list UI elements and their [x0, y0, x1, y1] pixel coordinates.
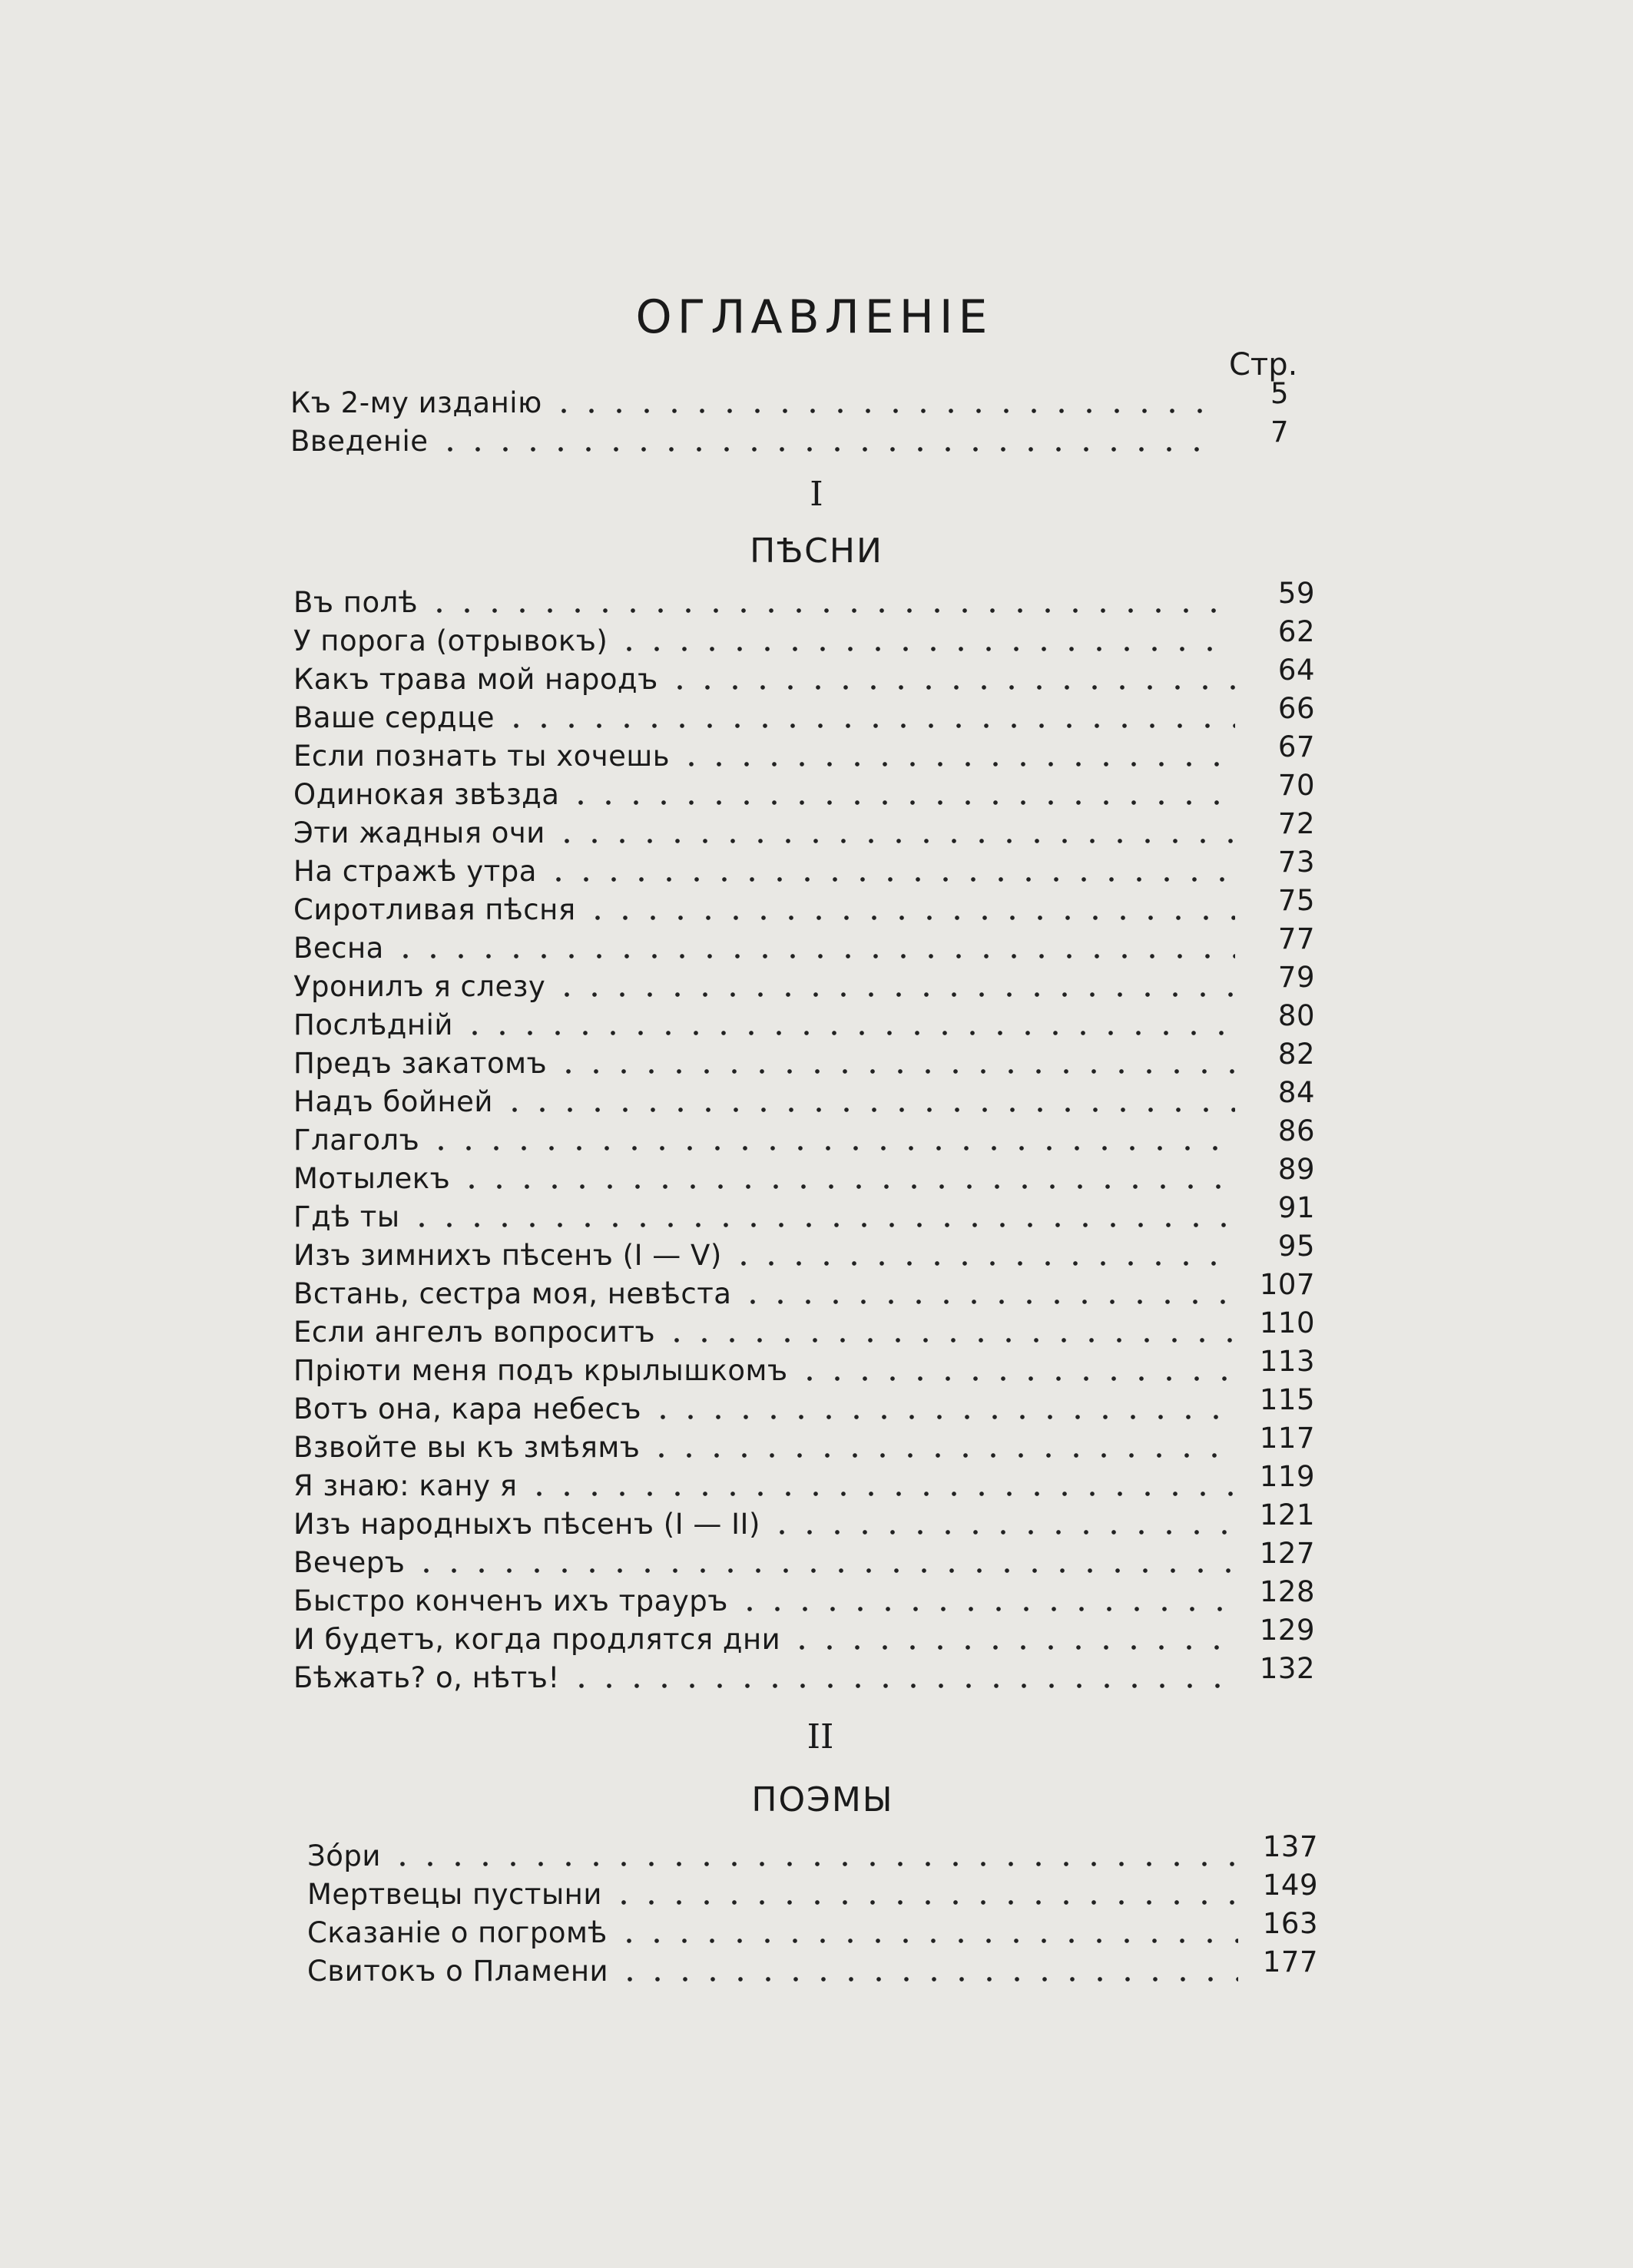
dot-leader	[666, 684, 1235, 691]
toc-entry	[307, 1830, 1318, 1876]
toc-entry-page: 95	[1277, 1230, 1315, 1263]
dot-leader	[412, 1567, 1235, 1574]
dot-leader	[649, 1413, 1235, 1421]
toc-entry-page: 107	[1259, 1268, 1315, 1301]
section-1-heading: ПѢСНИ	[750, 531, 883, 571]
dot-leader	[615, 645, 1235, 653]
toc-entry-page: 86	[1277, 1114, 1315, 1147]
toc-entry-title: Ваше сердце	[293, 701, 495, 734]
toc-entry	[307, 1907, 1318, 1952]
toc-entry-page: 70	[1277, 769, 1315, 802]
toc-entry-page: 117	[1259, 1422, 1315, 1455]
dot-leader	[436, 445, 1209, 453]
toc-entry	[293, 884, 1315, 929]
toc-entry-page: 77	[1277, 922, 1315, 955]
dot-leader	[545, 876, 1235, 883]
dot-leader	[739, 1298, 1235, 1306]
toc-entry-title: Если ангелъ вопроситъ	[293, 1316, 656, 1349]
toc-entry-title: Зóри	[307, 1839, 381, 1872]
toc-entry	[290, 377, 1289, 422]
toc-entry-title: Взвойте вы къ змѣямъ	[293, 1431, 641, 1464]
toc-entry-page: 62	[1277, 615, 1315, 648]
toc-entry	[293, 1383, 1315, 1429]
toc-entry-page: 149	[1262, 1869, 1318, 1902]
intro-entries	[290, 377, 1289, 461]
section-2-heading: ПОЭМЫ	[751, 1780, 894, 1819]
toc-entry-page: 82	[1277, 1038, 1315, 1071]
toc-entry-page: 5	[1270, 377, 1289, 410]
toc-entry	[293, 577, 1315, 622]
toc-entry-title: Я знаю: кану я	[293, 1469, 518, 1502]
toc-entry-title: Одинокая звѣзда	[293, 778, 560, 811]
toc-entry	[293, 1537, 1315, 1582]
dot-leader	[501, 1106, 1235, 1114]
dot-leader	[796, 1375, 1235, 1382]
toc-entry-page: 115	[1259, 1383, 1315, 1416]
toc-entry	[293, 1268, 1315, 1313]
toc-entry	[293, 1345, 1315, 1390]
toc-entry-page: 89	[1277, 1153, 1315, 1186]
toc-entry-title: У порога (отрывокъ)	[293, 624, 608, 657]
dot-leader	[648, 1452, 1235, 1459]
toc-entry-title: Быстро конченъ ихъ трауръ	[293, 1584, 728, 1617]
toc-entry	[293, 807, 1315, 853]
dot-leader	[461, 1029, 1235, 1037]
dot-leader	[555, 1068, 1235, 1075]
dot-leader	[610, 1899, 1238, 1906]
toc-entry-title: Свитокъ о Пламени	[307, 1955, 609, 1988]
toc-entry-page: 113	[1259, 1345, 1315, 1378]
toc-entry-title: Эти жадныя очи	[293, 816, 545, 849]
toc-entry-page: 127	[1259, 1537, 1315, 1570]
toc-entry-page: 66	[1277, 692, 1315, 725]
toc-entry-title: И будетъ, когда продлятся дни	[293, 1623, 781, 1656]
toc-entry-page: 72	[1277, 807, 1315, 840]
toc-entry	[293, 846, 1315, 891]
toc-entry-page: 137	[1262, 1830, 1318, 1863]
toc-entry	[293, 961, 1315, 1006]
toc-entry	[307, 1945, 1318, 1991]
dot-leader	[502, 722, 1235, 730]
toc-entry	[293, 999, 1315, 1045]
dot-leader	[567, 799, 1235, 806]
dot-leader	[568, 1682, 1235, 1690]
section-2-numeral: II	[807, 1717, 834, 1756]
toc-entry	[293, 615, 1315, 661]
toc-entry-title: Глаголъ	[293, 1124, 420, 1157]
toc-entry-page: 91	[1277, 1191, 1315, 1224]
toc-entry	[293, 1230, 1315, 1275]
toc-entry-page: 121	[1259, 1498, 1315, 1531]
toc-entry-page: 129	[1259, 1614, 1315, 1647]
toc-entry-title: Уронилъ я слезу	[293, 970, 546, 1003]
toc-entry-title: Вотъ она, кара небесъ	[293, 1392, 641, 1425]
toc-entry-title: Сиротливая пѣсня	[293, 893, 576, 926]
toc-entry	[293, 1652, 1315, 1697]
dot-leader	[730, 1260, 1235, 1267]
toc-entry-page: 110	[1259, 1306, 1315, 1339]
dot-leader	[525, 1490, 1235, 1498]
dot-leader	[553, 991, 1235, 998]
dot-leader	[736, 1605, 1235, 1613]
toc-entry	[293, 922, 1315, 968]
toc-entry	[293, 1498, 1315, 1544]
toc-entry-page: 79	[1277, 961, 1315, 994]
dot-leader	[427, 1144, 1235, 1152]
toc-entry	[290, 416, 1289, 461]
toc-entry	[293, 654, 1315, 699]
dot-leader	[788, 1644, 1235, 1651]
dot-leader	[768, 1528, 1235, 1536]
toc-entry-page: 119	[1259, 1460, 1315, 1493]
toc-entry-title: Въ полѣ	[293, 586, 419, 619]
dot-leader	[426, 607, 1235, 614]
dot-leader	[615, 1937, 1238, 1945]
toc-entry-page: 73	[1277, 846, 1315, 879]
toc-entry-title: Мертвецы пустыни	[307, 1878, 602, 1911]
toc-entry	[293, 1422, 1315, 1467]
toc-entry-page: 84	[1277, 1076, 1315, 1109]
toc-entry-page: 177	[1262, 1945, 1318, 1978]
page-column-label: Стр.	[1229, 347, 1298, 382]
toc-entry-page: 75	[1277, 884, 1315, 917]
toc-entry	[293, 1191, 1315, 1237]
toc-entry	[293, 1076, 1315, 1121]
toc-entry	[293, 1153, 1315, 1198]
dot-leader	[616, 1975, 1238, 1983]
dot-leader	[677, 760, 1235, 768]
toc-entry-title: Мотылекъ	[293, 1162, 451, 1195]
toc-entry-page: 67	[1277, 730, 1315, 763]
toc-entry-title: Весна	[293, 932, 384, 965]
toc-entry	[293, 1306, 1315, 1352]
toc-entry	[307, 1869, 1318, 1914]
toc-entry-title: Пріюти меня подъ крылышкомъ	[293, 1354, 788, 1387]
toc-entry-title: Встань, сестра моя, невѣста	[293, 1277, 732, 1310]
dot-leader	[584, 914, 1235, 922]
toc-entry-title: Изъ народныхъ пѣсенъ (I — II)	[293, 1508, 760, 1541]
toc-entry-title: Какъ трава мой народъ	[293, 663, 658, 696]
section-1-numeral: I	[810, 475, 823, 514]
section-1-entries	[293, 577, 1315, 1697]
toc-entry-page: 7	[1270, 416, 1289, 449]
toc-entry-page: 64	[1277, 654, 1315, 687]
dot-leader	[458, 1183, 1235, 1190]
dot-leader	[408, 1221, 1235, 1229]
toc-entry-title: Сказаніе о погромѣ	[307, 1916, 608, 1949]
toc-entry-page: 128	[1259, 1575, 1315, 1608]
toc-entry-page: 163	[1262, 1907, 1318, 1940]
toc-entry-title: Если познать ты хочешь	[293, 740, 671, 773]
toc-entry-page: 132	[1259, 1652, 1315, 1685]
dot-leader	[392, 952, 1235, 960]
toc-entry	[293, 692, 1315, 737]
toc-entry	[293, 1575, 1315, 1621]
dot-leader	[553, 837, 1235, 845]
toc-entry-title: Бѣжать? о, нѣтъ!	[293, 1661, 560, 1694]
dot-leader	[550, 407, 1209, 415]
toc-entry-title: Изъ зимнихъ пѣсенъ (I — V)	[293, 1239, 722, 1272]
toc-entry	[293, 1114, 1315, 1160]
section-2-entries	[307, 1830, 1318, 1991]
toc-entry	[293, 1614, 1315, 1659]
dot-leader	[663, 1336, 1235, 1344]
toc-entry	[293, 730, 1315, 776]
toc-entry	[293, 1460, 1315, 1505]
toc-entry-title: Введеніе	[290, 425, 429, 458]
toc-entry-title: Послѣдній	[293, 1008, 453, 1041]
toc-entry-title: Предъ закатомъ	[293, 1047, 548, 1080]
toc-entry	[293, 769, 1315, 814]
toc-entry-title: Къ 2-му изданію	[290, 386, 542, 419]
page-title: ОГЛАВЛЕНІЕ	[635, 290, 993, 344]
toc-entry-page: 80	[1277, 999, 1315, 1032]
toc-entry-page: 59	[1277, 577, 1315, 610]
toc-entry-title: Гдѣ ты	[293, 1200, 400, 1233]
toc-entry	[293, 1038, 1315, 1083]
toc-entry-title: На стражѣ утра	[293, 855, 537, 888]
toc-entry-title: Вечеръ	[293, 1546, 406, 1579]
toc-entry-title: Надъ бойней	[293, 1085, 493, 1118]
dot-leader	[389, 1860, 1238, 1868]
